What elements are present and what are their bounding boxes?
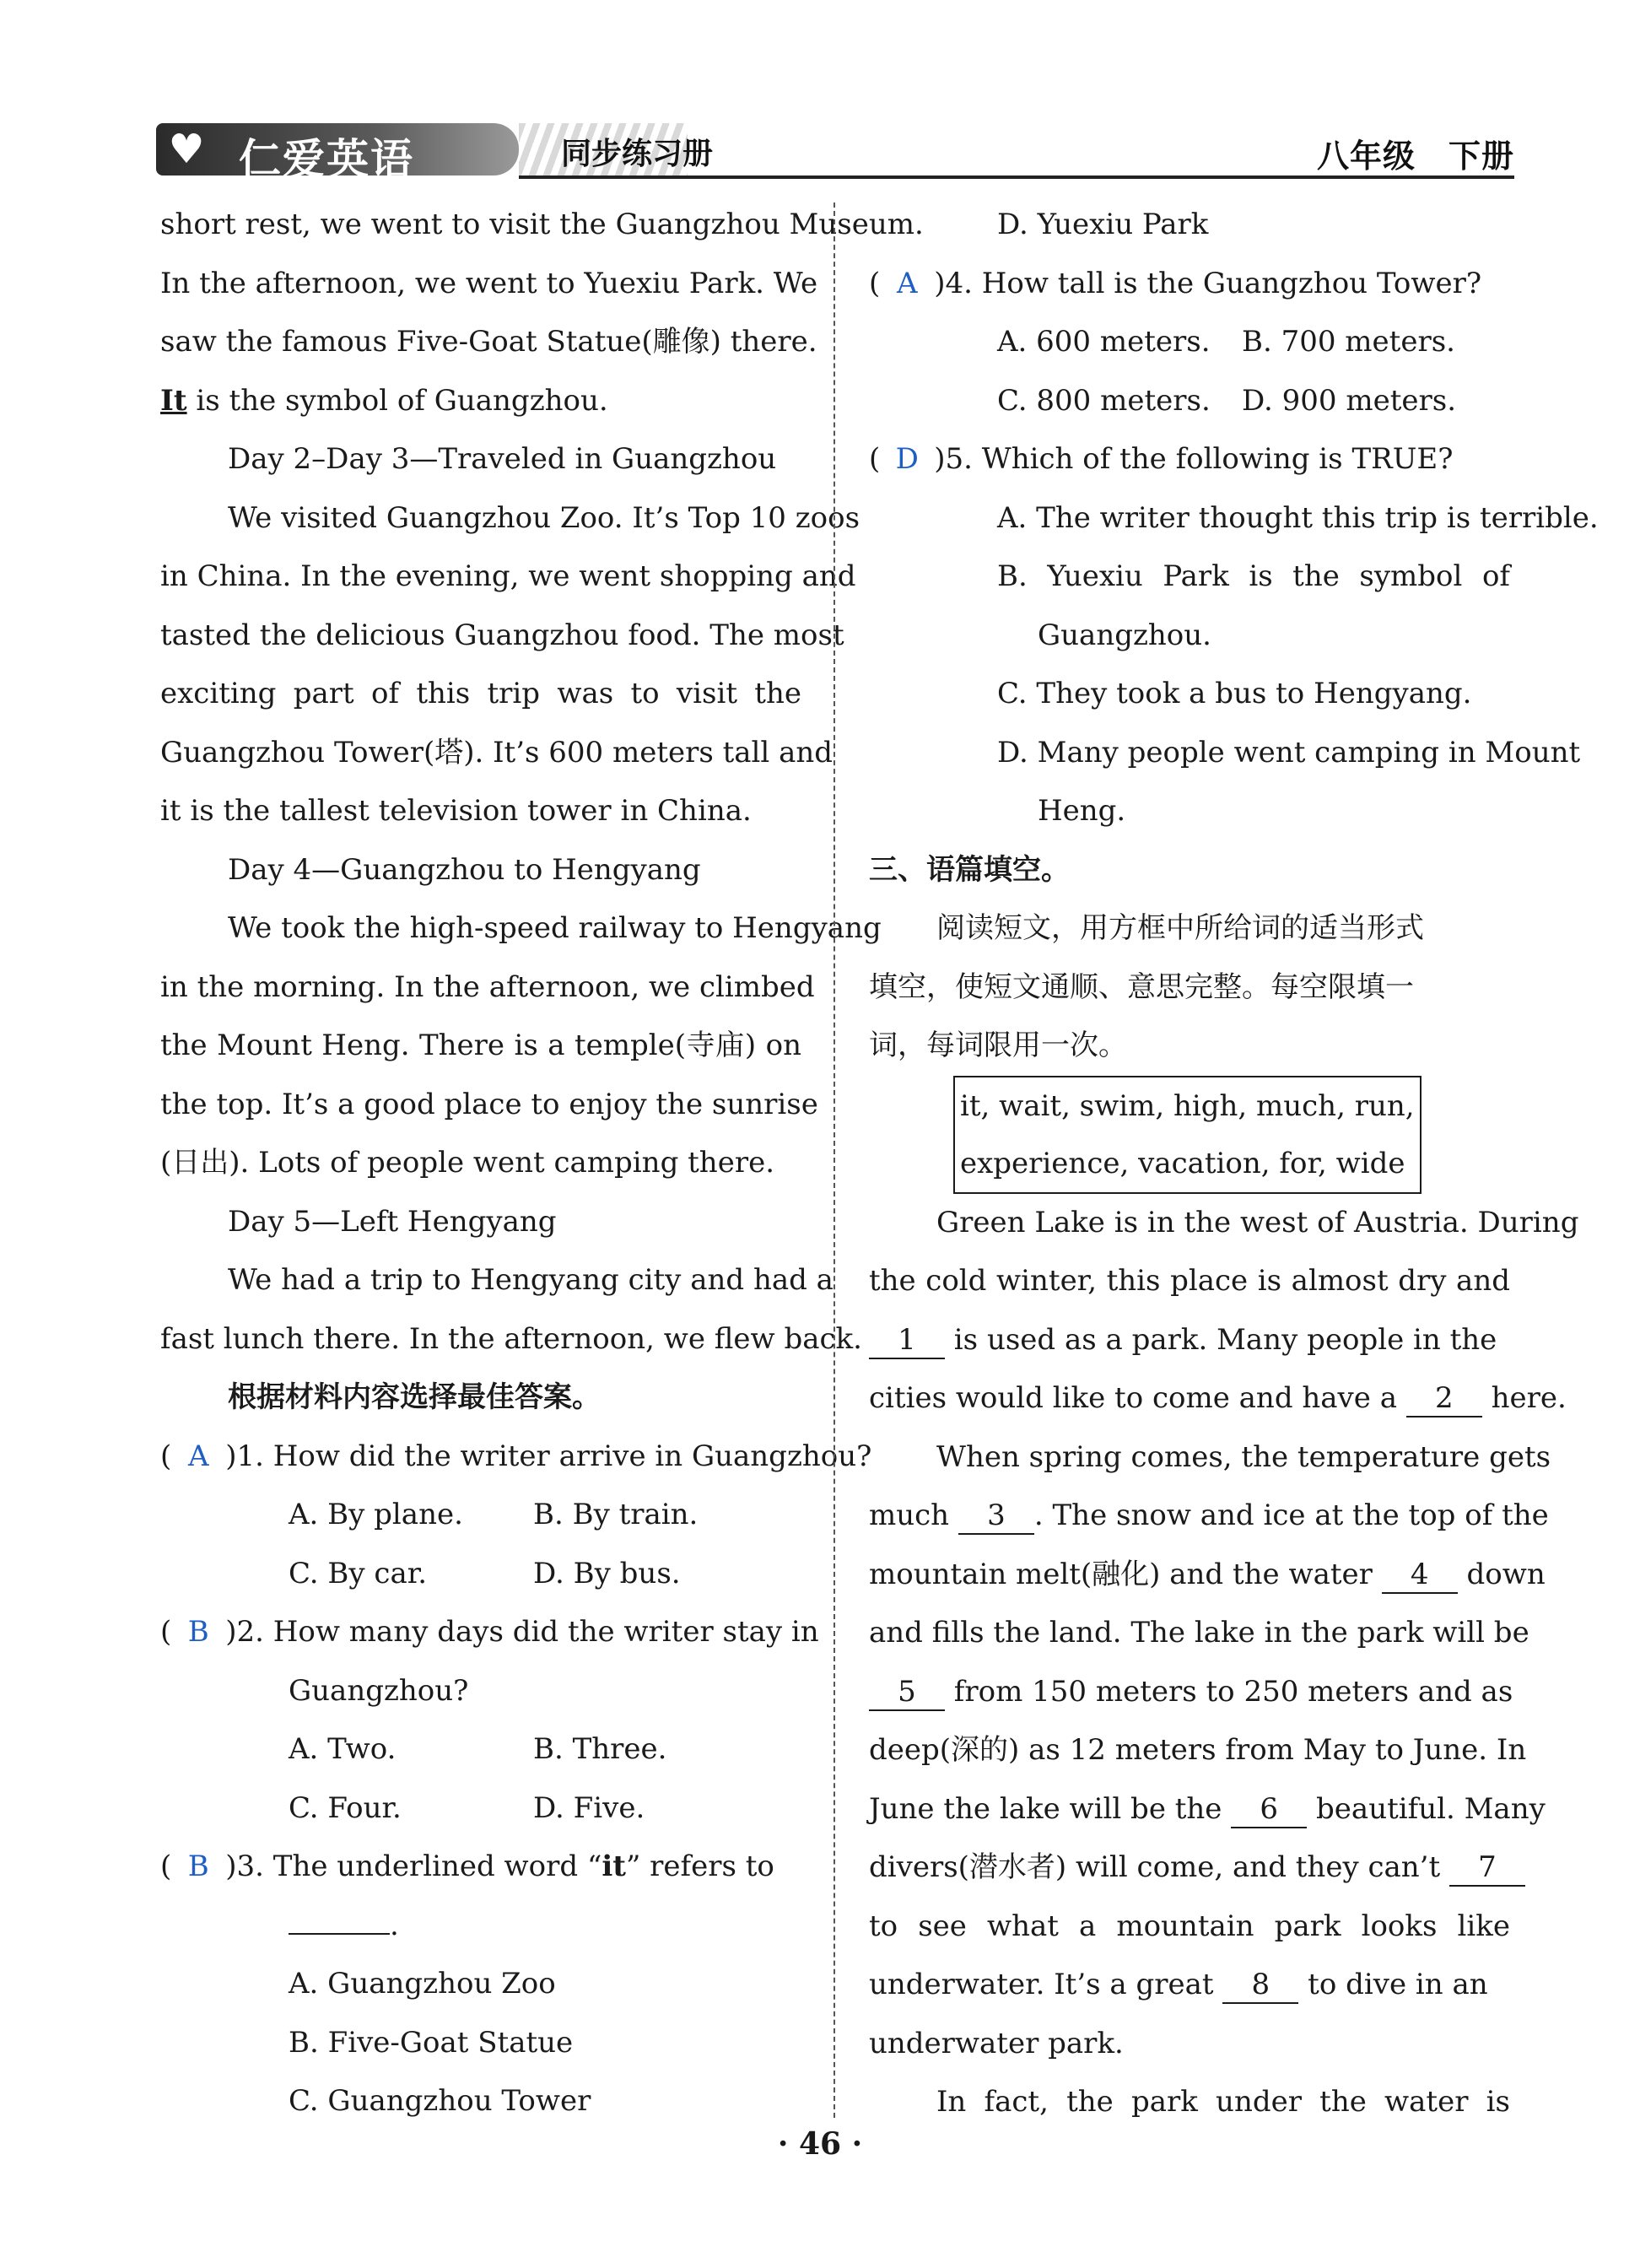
passage-line: much 3 . The snow and ice at the top of the bbox=[869, 1487, 1510, 1546]
text-line: fast lunch there. In the afternoon, we flew back. bbox=[160, 1321, 862, 1356]
brand-logo bbox=[156, 123, 519, 184]
text-line: It is the symbol of Guangzhou. bbox=[160, 383, 608, 418]
text-line: We had a trip to Hengyang city and had a bbox=[228, 1263, 833, 1297]
options-row: C. Four. D. Five. bbox=[289, 1790, 645, 1825]
word-box-line: it, wait, swim, high, much, run, bbox=[960, 1088, 1415, 1123]
blank-3[interactable]: 3 bbox=[958, 1498, 1034, 1535]
passage-line: and fills the land. The lake in the park will be bbox=[869, 1616, 1529, 1650]
question-2-cont: Guangzhou? bbox=[289, 1673, 469, 1708]
passage-line: divers(潜水者) will come, and they can’t 7 bbox=[869, 1839, 1510, 1898]
option-cont: Heng. bbox=[1038, 794, 1126, 828]
passage-line: Green Lake is in the west of Austria. During bbox=[936, 1205, 1579, 1239]
text-line: Guangzhou Tower(塔). It’s 600 meters tall and bbox=[160, 735, 833, 770]
left-column bbox=[160, 196, 924, 2131]
section-instruction: 填空，使短文通顺、意思完整。每空限填一 bbox=[869, 969, 1414, 1004]
option: B. Five-Goat Statue bbox=[289, 2025, 574, 2060]
day-title: Day 4—Guangzhou to Hengyang bbox=[228, 852, 701, 887]
question-2: ( B )2. How many days did the writer stay in bbox=[160, 1603, 801, 1662]
text-line: (日出). Lots of people went camping there. bbox=[160, 1146, 775, 1180]
passage-line: June the lake will be the 6 beautiful. Many bbox=[869, 1780, 1510, 1839]
answer-2: B bbox=[187, 1615, 209, 1649]
text-line: in China. In the evening, we went shopping and bbox=[160, 559, 856, 593]
blank-2[interactable]: 2 bbox=[1406, 1380, 1482, 1418]
answer-3: B bbox=[187, 1850, 209, 1883]
options-row: A. Two. B. Three. bbox=[289, 1732, 667, 1766]
text-line: We visited Guangzhou Zoo. It’s Top 10 zoos bbox=[228, 500, 860, 535]
section-title: 三、语篇填空。 bbox=[869, 852, 1070, 887]
heart-icon: ♥ bbox=[168, 126, 205, 173]
option: C. Guangzhou Tower bbox=[289, 2084, 591, 2118]
option: B. Yuexiu Park is the symbol of bbox=[997, 559, 1510, 593]
option: C. They took a bus to Hengyang. bbox=[997, 677, 1472, 710]
text-line: the Mount Heng. There is a temple(寺庙) on bbox=[160, 1029, 801, 1062]
passage-line: When spring comes, the temperature gets bbox=[936, 1439, 1551, 1474]
option: A. The writer thought this trip is terrible. bbox=[997, 500, 1599, 535]
right-column bbox=[869, 196, 1599, 2132]
passage-line: underwater. It’s a great 8 to dive in an bbox=[869, 1956, 1510, 2015]
day-title: Day 5—Left Hengyang bbox=[228, 1204, 557, 1239]
question-4: ( A )4. How tall is the Guangzhou Tower? bbox=[869, 255, 1510, 314]
page-number: · 46 · bbox=[777, 2126, 863, 2162]
text-line: exciting part of this trip was to visit the bbox=[160, 677, 801, 710]
passage-line: 5 from 150 meters to 250 meters and as bbox=[869, 1663, 1510, 1722]
option-cont: Guangzhou. bbox=[1038, 618, 1211, 652]
answer-1: A bbox=[187, 1439, 209, 1473]
passage-line: mountain melt(融化) and the water 4 down bbox=[869, 1546, 1510, 1605]
underlined-word-it: It bbox=[160, 383, 187, 418]
passage-line: cities would like to come and have a 2 here. bbox=[869, 1369, 1510, 1428]
text-line: the top. It’s a good place to enjoy the sunrise bbox=[160, 1087, 818, 1121]
instruction: 根据材料内容选择最佳答案。 bbox=[228, 1380, 601, 1414]
column-divider bbox=[833, 202, 835, 2118]
day-title: Day 2–Day 3—Traveled in Guangzhou bbox=[228, 442, 777, 476]
passage-line: underwater park. bbox=[869, 2026, 1124, 2060]
option: D. Many people went camping in Mount bbox=[997, 735, 1581, 770]
text-line: We took the high-speed railway to Hengyang bbox=[228, 911, 882, 945]
options-row: C. By car. D. By bus. bbox=[289, 1556, 681, 1590]
passage-line: to see what a mountain park looks like bbox=[869, 1909, 1510, 1943]
section-instruction: 词，每词限用一次。 bbox=[869, 1029, 1127, 1062]
text-line: short rest, we went to visit the Guangzhou Museum. bbox=[160, 208, 924, 241]
question-3: ( B )3. The underlined word “it” refers to bbox=[160, 1838, 801, 1897]
blank-1[interactable]: 1 bbox=[869, 1322, 945, 1359]
blank-7[interactable]: 7 bbox=[1449, 1850, 1525, 1887]
answer-4: A bbox=[896, 266, 918, 300]
blank-8[interactable]: 8 bbox=[1222, 1967, 1298, 2004]
word-box bbox=[953, 1076, 1422, 1194]
passage-line: the cold winter, this place is almost dry and bbox=[869, 1264, 1510, 1298]
blank-4[interactable]: 4 bbox=[1382, 1557, 1458, 1594]
answer-5: D bbox=[895, 442, 919, 476]
options-row: A. 600 meters. B. 700 meters. bbox=[997, 325, 1455, 359]
passage-line: 1 is used as a park. Many people in the bbox=[869, 1311, 1510, 1370]
question-5: ( D )5. Which of the following is TRUE? bbox=[869, 430, 1510, 489]
brand-name: 仁爱英语 bbox=[239, 135, 414, 184]
blank-5[interactable]: 5 bbox=[869, 1674, 945, 1711]
word-box-line: experience, vacation, for, wide bbox=[960, 1146, 1405, 1180]
text-line: tasted the delicious Guangzhou food. The most bbox=[160, 618, 844, 652]
text-line: In the afternoon, we went to Yuexiu Park. We bbox=[160, 266, 818, 300]
question-1: ( A )1. How did the writer arrive in Guangzhou? bbox=[160, 1428, 801, 1487]
options-row: A. By plane. B. By train. bbox=[289, 1498, 699, 1531]
book-subtitle: 同步练习册 bbox=[561, 137, 714, 171]
question-3-blank: . bbox=[160, 1897, 801, 1956]
blank-6[interactable]: 6 bbox=[1231, 1791, 1307, 1828]
option: A. Guangzhou Zoo bbox=[289, 1967, 556, 2001]
options-row: C. 800 meters. D. 900 meters. bbox=[997, 383, 1457, 418]
text-line: saw the famous Five-Goat Statue(雕像) there. bbox=[160, 325, 817, 359]
text-line: it is the tallest television tower in China. bbox=[160, 794, 752, 828]
passage-line: deep(深的) as 12 meters from May to June. In bbox=[869, 1733, 1527, 1767]
page-header bbox=[156, 118, 1514, 186]
grade-label: 八年级 下册 bbox=[1316, 138, 1514, 175]
option: D. Yuexiu Park bbox=[997, 208, 1209, 241]
text-line: in the morning. In the afternoon, we climbed bbox=[160, 969, 815, 1004]
section-instruction: 阅读短文，用方框中所给词的适当形式 bbox=[936, 911, 1424, 945]
passage-line: In fact, the park under the water is bbox=[936, 2085, 1510, 2119]
